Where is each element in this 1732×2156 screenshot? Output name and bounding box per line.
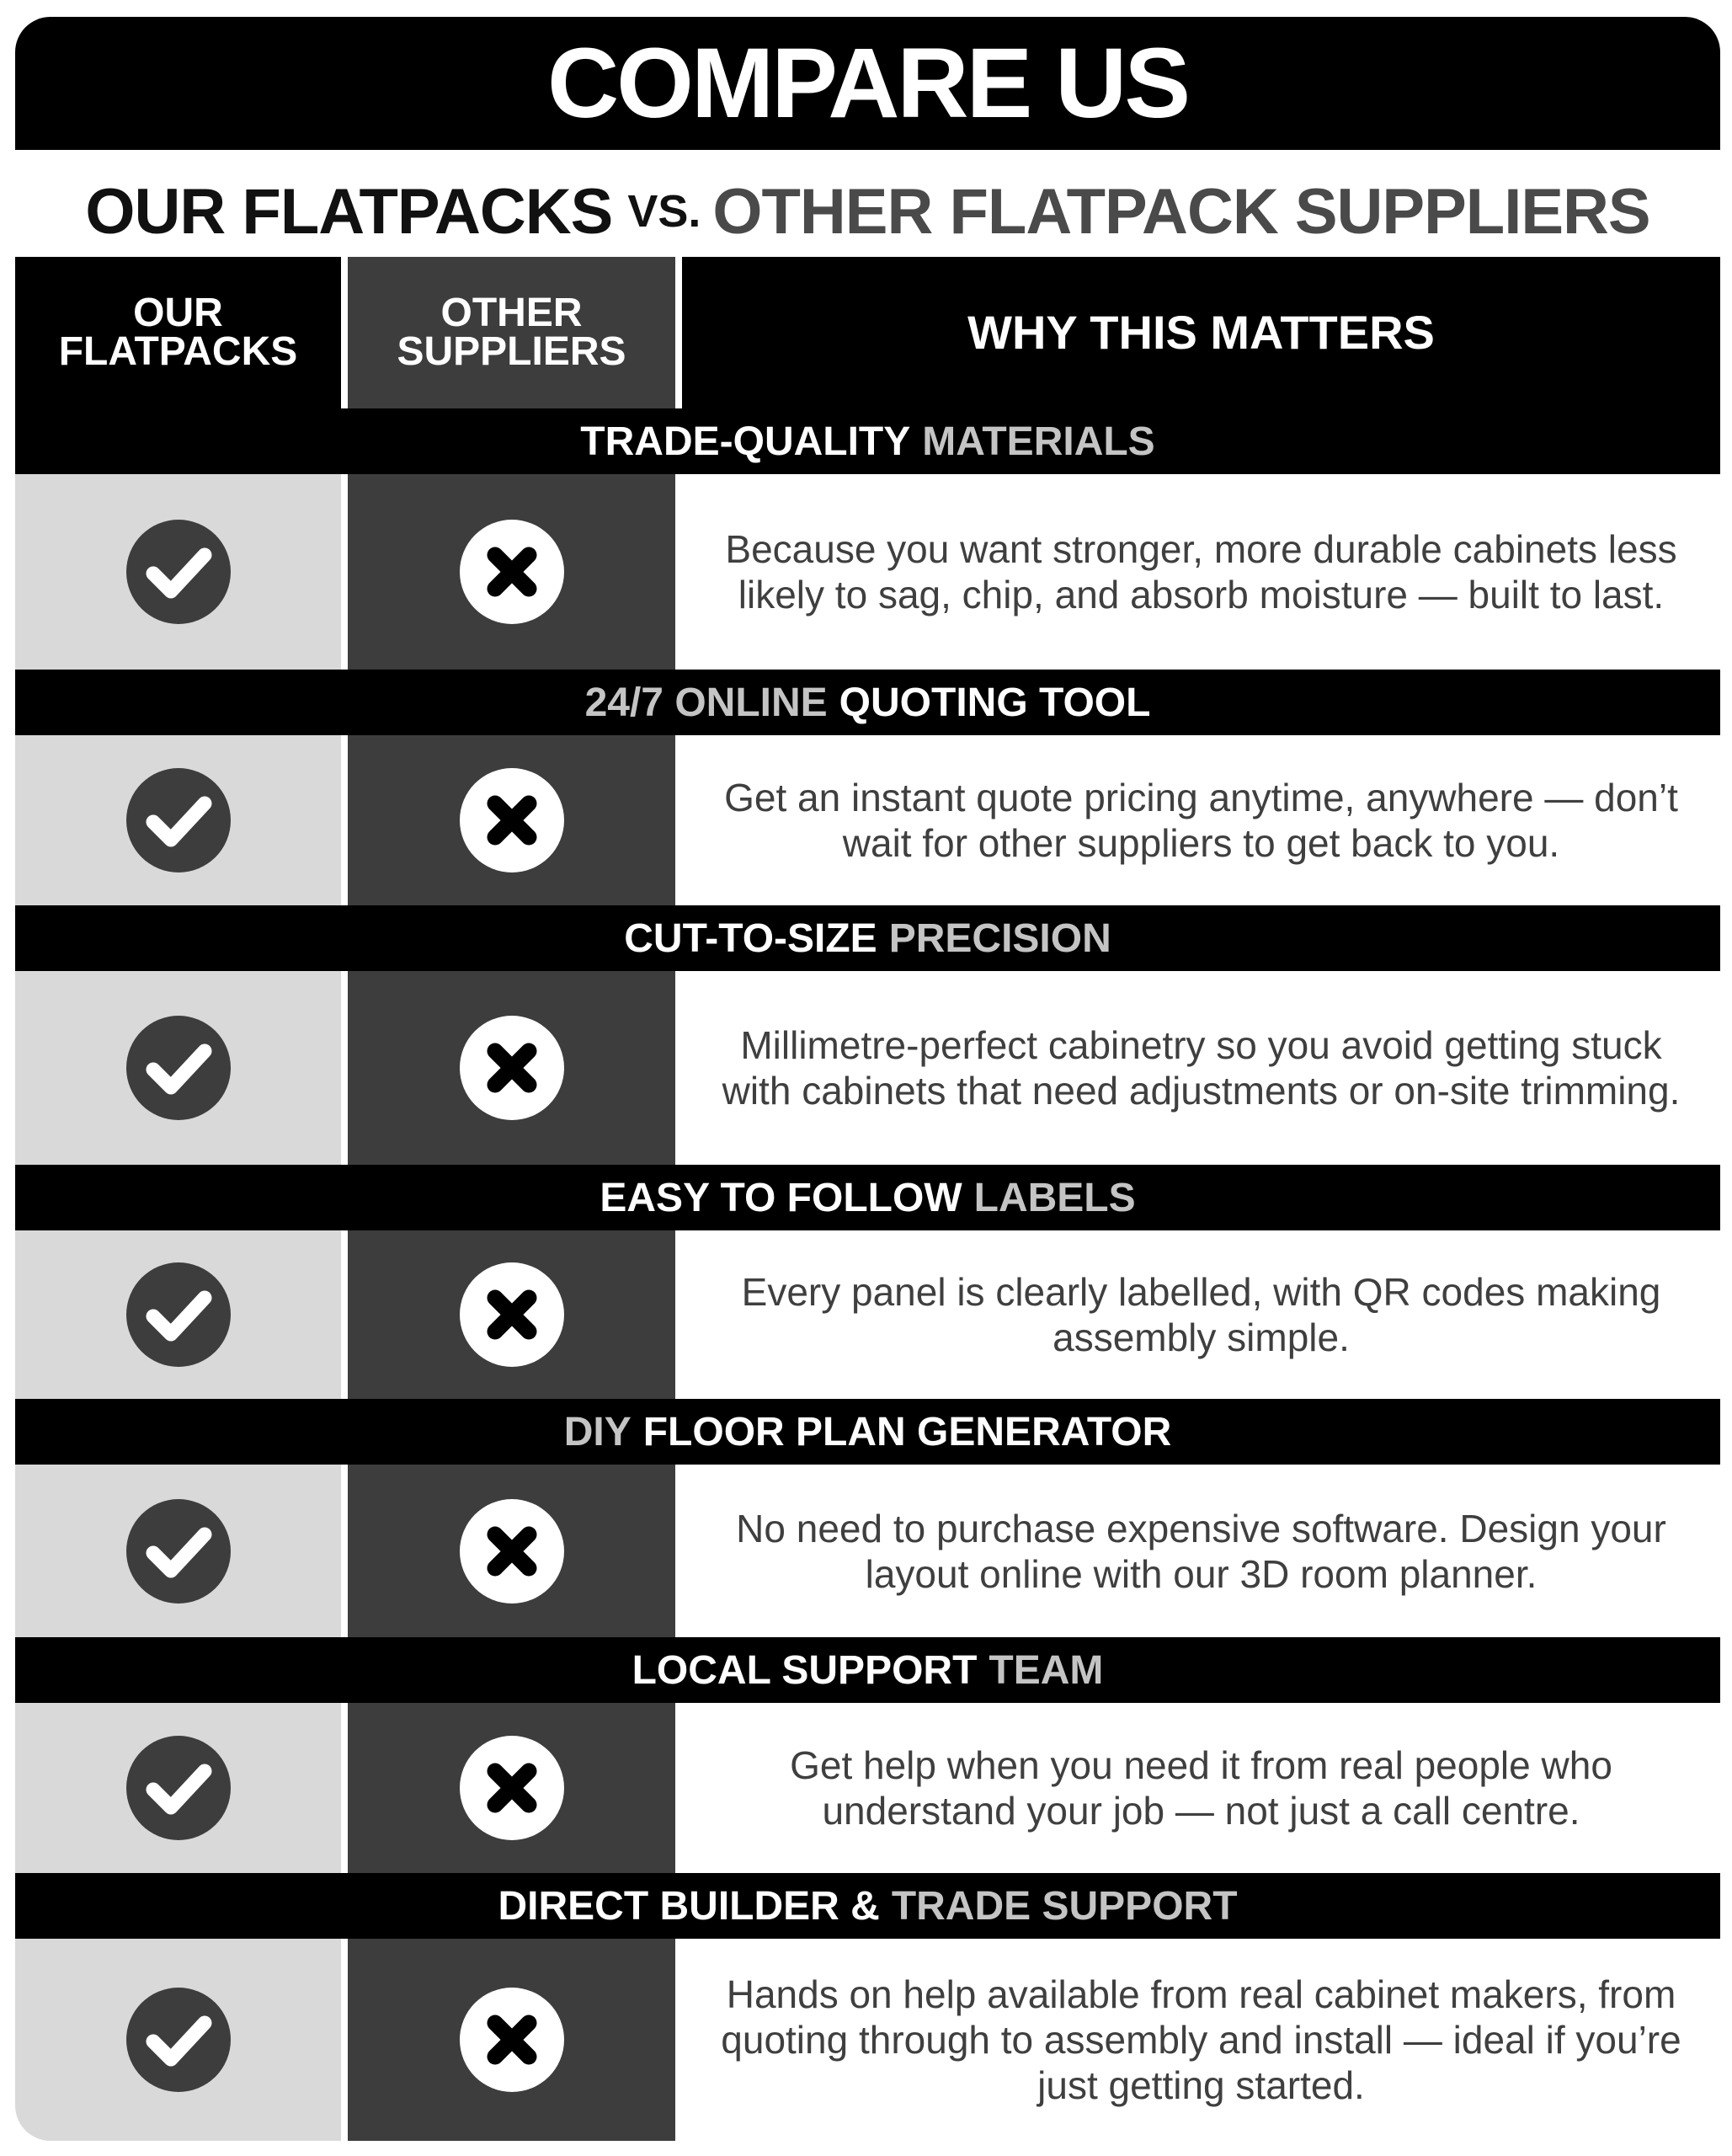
- why-cell: [682, 971, 1720, 1165]
- why-text: Hands on help available from real cabinet makers, from quoting through to assembly and install — ideal if you’re just getting started.: [721, 1972, 1681, 2107]
- comparison-row: [15, 1873, 1720, 2141]
- column-headers: [15, 257, 1720, 408]
- why-text: Because you want stronger, more durable cabinets less likely to sag, chip, and absorb moisture — built to last.: [725, 527, 1677, 616]
- row-heading: [15, 1399, 1720, 1465]
- check-circle-icon: [126, 520, 231, 624]
- x-circle-icon: [460, 520, 564, 624]
- comparison-row: [15, 1637, 1720, 1873]
- column-header-others: [348, 257, 675, 408]
- row-heading-part-a: 24/7 ONLINE: [584, 680, 828, 725]
- row-heading-part-b: FLOOR PLAN GENERATOR: [642, 1409, 1172, 1454]
- row-heading: [15, 1637, 1720, 1703]
- comparison-card: [15, 17, 1720, 2141]
- row-heading-part-b: QUOTING TOOL: [839, 680, 1151, 725]
- row-heading-part-a: TRADE-QUALITY: [580, 419, 911, 464]
- x-circle-icon: [460, 1736, 564, 1840]
- row-heading-part-a: CUT-TO-SIZE: [624, 915, 877, 961]
- check-circle-icon: [126, 1736, 231, 1840]
- column-header-ours-line2: FLATPACKS: [58, 329, 298, 374]
- row-heading-part-b: MATERIALS: [922, 419, 1155, 464]
- why-cell: [682, 1465, 1720, 1637]
- comparison-row: [15, 670, 1720, 905]
- ours-cell: [15, 1230, 341, 1399]
- why-cell: [682, 1703, 1720, 1873]
- comparison-row: [15, 1165, 1720, 1399]
- row-heading-part-a: EASY TO FOLLOW: [600, 1175, 962, 1220]
- row-heading-part-a: LOCAL SUPPORT: [632, 1647, 978, 1693]
- column-header-ours: [15, 257, 341, 408]
- x-circle-icon: [460, 1988, 564, 2092]
- comparison-row: [15, 905, 1720, 1165]
- column-header-others-line1: OTHER: [440, 291, 583, 335]
- row-heading: [15, 1873, 1720, 1939]
- ours-cell: [15, 971, 341, 1165]
- page-title: COMPARE US: [546, 28, 1189, 139]
- others-cell: [348, 1939, 675, 2141]
- ours-cell: [15, 1465, 341, 1637]
- column-header-ours-line1: OUR: [133, 291, 223, 335]
- why-text: Get an instant quote pricing anytime, anywhere — don’t wait for other suppliers to get back to you.: [724, 776, 1678, 865]
- others-cell: [348, 1465, 675, 1637]
- row-heading-part-b: LABELS: [973, 1175, 1136, 1220]
- others-cell: [348, 971, 675, 1165]
- why-cell: [682, 1939, 1720, 2141]
- row-heading-part-a: DIRECT BUILDER &: [498, 1883, 880, 1929]
- x-circle-icon: [460, 1262, 564, 1367]
- column-header-why-label: WHY THIS MATTERS: [967, 306, 1435, 359]
- why-text: Get help when you need it from real people who understand your job — not just a call centre.: [790, 1743, 1612, 1833]
- subtitle-others: OTHER FLATPACK SUPPLIERS: [712, 175, 1650, 248]
- check-circle-icon: [126, 1988, 231, 2092]
- others-cell: [348, 474, 675, 670]
- ours-cell: [15, 1939, 341, 2141]
- ours-cell: [15, 735, 341, 905]
- why-cell: [682, 735, 1720, 905]
- check-circle-icon: [126, 1016, 231, 1120]
- others-cell: [348, 1230, 675, 1399]
- row-heading: [15, 408, 1720, 474]
- why-text: Every panel is clearly labelled, with QR codes making assembly simple.: [741, 1270, 1661, 1359]
- column-header-others-line2: SUPPLIERS: [397, 329, 626, 374]
- row-heading-part-b: TEAM: [989, 1647, 1104, 1693]
- x-circle-icon: [460, 1499, 564, 1604]
- title-bar: [15, 17, 1720, 150]
- check-circle-icon: [126, 768, 231, 873]
- x-circle-icon: [460, 768, 564, 873]
- row-heading-part-b: TRADE SUPPORT: [891, 1883, 1238, 1929]
- comparison-row: [15, 1399, 1720, 1637]
- ours-cell: [15, 1703, 341, 1873]
- ours-cell: [15, 474, 341, 670]
- check-circle-icon: [126, 1262, 231, 1367]
- row-heading-part-a: DIY: [563, 1409, 632, 1454]
- row-heading: [15, 670, 1720, 735]
- subtitle: [15, 152, 1720, 271]
- others-cell: [348, 735, 675, 905]
- others-cell: [348, 1703, 675, 1873]
- subtitle-vs: VS.: [627, 186, 701, 237]
- row-heading: [15, 1165, 1720, 1230]
- why-cell: [682, 474, 1720, 670]
- why-text: No need to purchase expensive software. Design your layout online with our 3D room planner.: [736, 1506, 1666, 1596]
- check-circle-icon: [126, 1499, 231, 1604]
- subtitle-ours: OUR FLATPACKS: [85, 175, 613, 248]
- x-circle-icon: [460, 1016, 564, 1120]
- row-heading: [15, 905, 1720, 971]
- row-heading-part-b: PRECISION: [888, 915, 1111, 961]
- why-cell: [682, 1230, 1720, 1399]
- comparison-row: [15, 408, 1720, 670]
- why-text: Millimetre-perfect cabinetry so you avoid getting stuck with cabinets that need adjustments or on-site trimming.: [722, 1023, 1681, 1113]
- column-header-why: [682, 257, 1720, 408]
